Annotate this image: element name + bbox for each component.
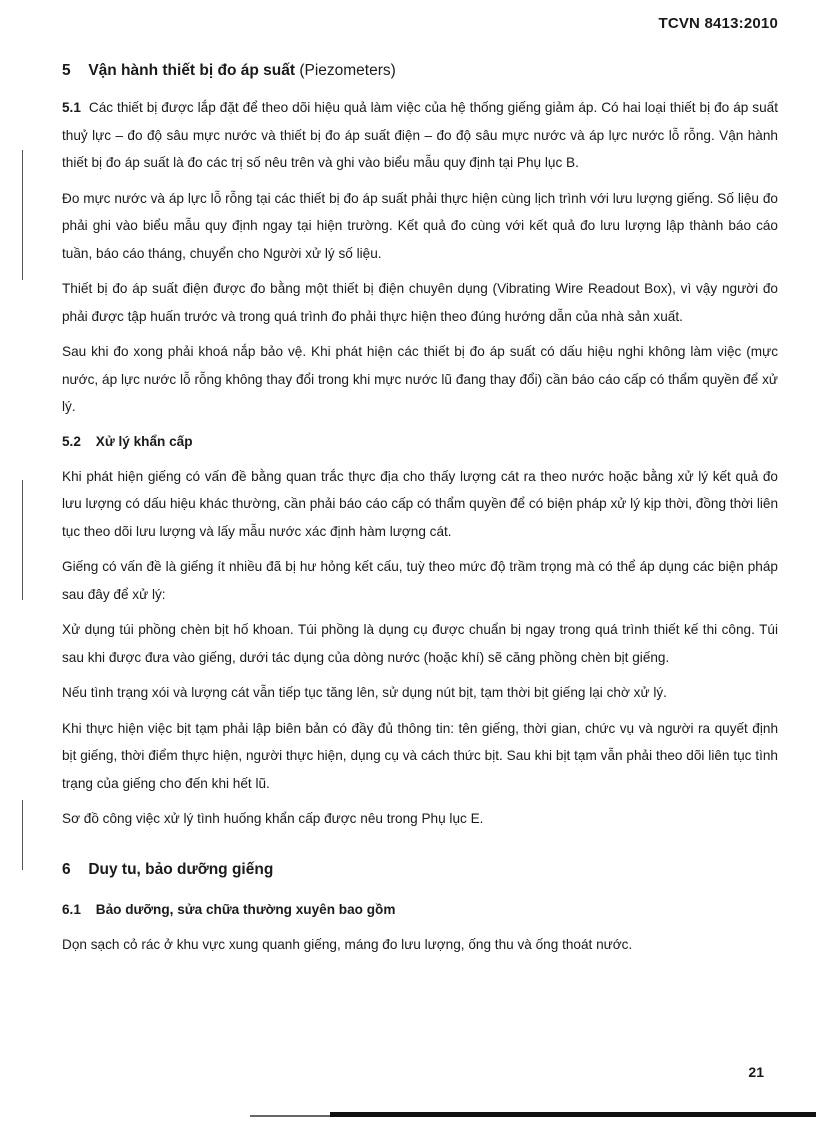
paragraph: Sau khi đo xong phải khoá nắp bảo vệ. Khi phát hiện các thiết bị đo áp suất có dấu hiệu nghi không làm việc (mực nước, áp lực nước lỗ rỗng không thay đổi trong khi mực nước lũ đang thay đổi) cần báo cáo cấp có thẩm quyền để xử lý.	[62, 344, 778, 414]
paragraph: Thiết bị đo áp suất điện được đo bằng một thiết bị điện chuyên dụng (Vibrating Wire Readout Box), vì vậy người đo phải được tập huấn trước và trong quá trình đo phải thực hiện theo đúng hướng dẫn của nhà sản xuất.	[62, 281, 778, 324]
paragraph: Dọn sạch cỏ rác ở khu vực xung quanh giếng, máng đo lưu lượng, ống thu và ống thoát nước.	[62, 936, 633, 952]
subsection-title: Bảo dưỡng, sửa chữa thường xuyên bao gồm	[95, 901, 396, 917]
section-title-paren: (Piezometers)	[299, 62, 396, 79]
paragraph: Nếu tình trạng xói và lượng cát vẫn tiếp tục tăng lên, sử dụng nút bịt, tạm thời bịt giếng lại chờ xử lý.	[62, 685, 667, 700]
paragraph-text: Các thiết bị được lắp đặt để theo dõi hiệu quả làm việc của hệ thống giếng giảm áp. Có hai loại thiết bị đo áp suất thuỷ lực – đo độ sâu mực nước và thiết bị đo áp suất điện – đo độ sâu mực nước và áp lực nước lỗ rỗng. Vận hành thiết bị đo áp suất là đo các trị số nêu trên và ghi vào biểu mẫu quy định tại Phụ lục B.	[62, 100, 778, 170]
subsection-title: Xử lý khẩn cấp	[95, 433, 193, 449]
subsection-number: 6.1	[62, 901, 81, 917]
section-6-heading	[62, 857, 778, 883]
paragraph: Xử dụng túi phồng chèn bịt hố khoan. Túi phồng là dụng cụ được chuẩn bị ngay trong quá trình thiết kế thi công. Túi sau khi được đưa vào giếng, dưới tác dụng của dòng nước (hoặc khí) sẽ căng phồng chèn bịt giếng.	[62, 622, 778, 665]
paragraph: Giếng có vấn đề là giếng ít nhiều đã bị hư hỏng kết cấu, tuỳ theo mức độ trầm trọng mà có thể áp dụng các biện pháp sau đây để xử lý:	[62, 559, 778, 602]
subsection-5-2-heading	[62, 429, 778, 455]
section-number: 5	[62, 62, 71, 79]
paragraph: Khi phát hiện giếng có vấn đề bằng quan trắc thực địa cho thấy lượng cát ra theo nước hoặc bằng xử lý kết quả đo lưu lượng có dấu hiệu khác thường, cần phải báo cáo cấp có thẩm quyền để có biện pháp xử lý kịp thời, đồng thời liên tục theo dõi lưu lượng và lấy mẫu nước xác định hàm lượng cát.	[62, 468, 778, 539]
standard-code: TCVN 8413:2010	[658, 15, 778, 32]
subsection-number: 5.2	[62, 433, 81, 449]
section-title: Vận hành thiết bị đo áp suất	[88, 62, 295, 79]
section-number: 6	[62, 860, 71, 878]
scan-margin-mark	[22, 800, 23, 870]
scan-margin-mark	[22, 480, 23, 600]
paragraph: Sơ đồ công việc xử lý tình huống khẩn cấp được nêu trong Phụ lục E.	[62, 811, 484, 826]
scan-margin-mark	[22, 150, 23, 280]
paragraph	[62, 94, 778, 177]
subsection-6-1-heading	[62, 897, 778, 923]
paragraph: Đo mực nước và áp lực lỗ rỗng tại các thiết bị đo áp suất phải thực hiện cùng lịch trình với lưu lượng giếng. Số liệu đo phải ghi vào biểu mẫu quy định ngay tại hiện trường. Kết quả đo cùng với kết quả đo lưu lượng lập thành báo cáo tuần, báo cáo tháng, chuyển cho Người xử lý số liệu.	[62, 190, 778, 261]
footer-rule-thin	[250, 1115, 340, 1117]
section-5-heading	[62, 58, 778, 84]
subsection-number: 5.1	[62, 100, 81, 115]
footer-rule	[330, 1112, 816, 1117]
page-number: 21	[748, 1064, 764, 1080]
paragraph: Khi thực hiện việc bịt tạm phải lập biên bản có đầy đủ thông tin: tên giếng, thời gian, chức vụ và người ra quyết định bịt giếng, thời điểm thực hiện, người thực hiện, dụng cụ và cách thức bịt. Sau khi bịt tạm vẫn phải theo dõi liên tục tình trạng của giếng cho đến khi hết lũ.	[62, 720, 778, 791]
document-body	[62, 58, 778, 966]
section-title: Duy tu, bảo dưỡng giếng	[88, 860, 274, 878]
